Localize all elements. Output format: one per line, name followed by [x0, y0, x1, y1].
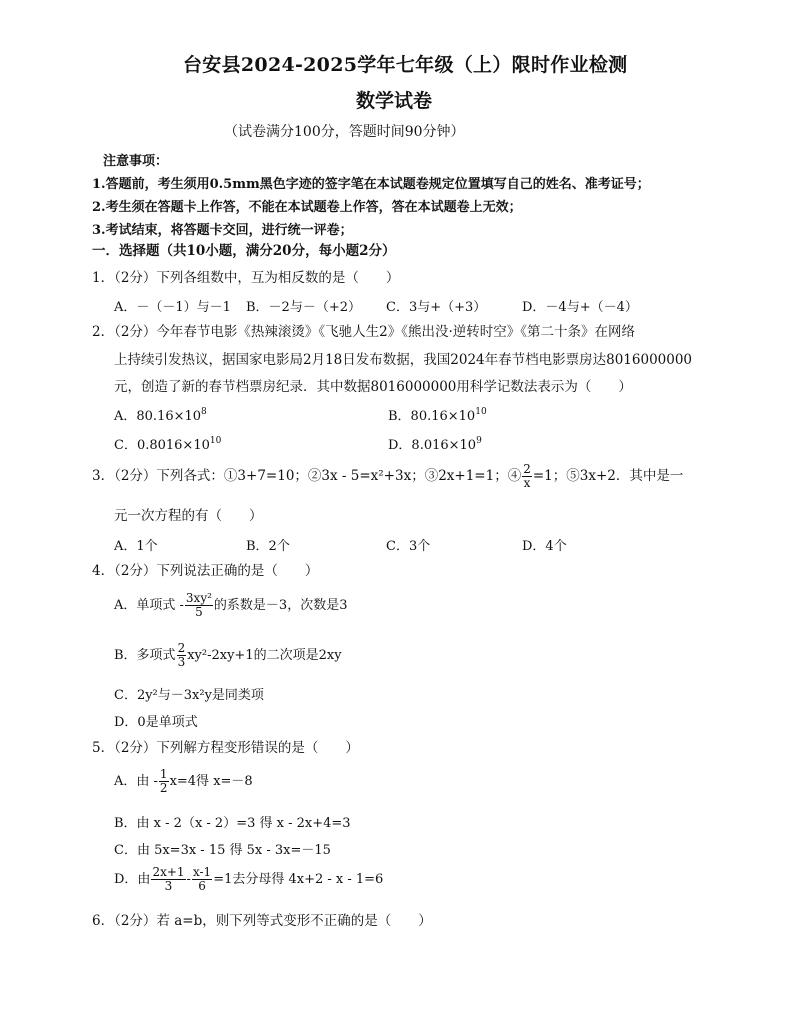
question-3-option-d: D．4个: [522, 539, 567, 554]
question-2-option-b: B．$80.16\times 10^{10}$: [388, 407, 487, 424]
question-4-option-d: D．0是单项式: [114, 715, 198, 730]
question-1-option-a: A．－（－1）与－1: [114, 300, 231, 315]
question-4-option-a: A．单项式 - $\frac{\text{3xy²}}{5}$ 的系数是－3，次数是3: [114, 591, 348, 619]
question-1-stem: 1．（2分）下列各组数中，互为相反数的是（ ）: [92, 270, 400, 286]
question-3-option-c: C．3个: [386, 539, 431, 554]
question-1-option-b: B．－2与－（+2）: [246, 300, 361, 315]
question-6-stem: 6．（2分）若 a=b，则下列等式变形不正确的是（ ）: [92, 913, 432, 929]
question-2-option-c: C．$0.8016\times 10^{10}$: [114, 436, 222, 453]
note-item-3: 3.考试结束，将答题卡交回，进行统一评卷；: [92, 223, 353, 238]
question-4-option-b: B．多项式 $\frac{2}{3}$ xy²-2xy+1的二次项是2xy: [114, 641, 342, 669]
exam-info: （试卷满分100分，答题时间90分钟）: [224, 124, 465, 140]
fraction-2-over-x: $\frac{2}{x}$: [523, 462, 531, 490]
question-5-option-a: A．由 - $\frac{1}{2}$ x=4得 x=－8: [114, 767, 253, 795]
question-3-option-a: A．1个: [114, 539, 158, 554]
section-heading: 一．选择题（共10小题，满分20分，每小题2分）: [92, 243, 396, 259]
question-2-option-d: D．$8.016\times 10^9$: [388, 436, 482, 453]
question-5-option-b: B．由 x - 2（x - 2）=3 得 x - 2x+4=3: [114, 816, 351, 831]
question-5-option-c: C．由 5x=3x - 15 得 5x - 3x=－15: [114, 843, 331, 858]
question-1-option-d: D．－4与+（－4）: [522, 300, 638, 315]
question-4-stem: 4．（2分）下列说法正确的是（ ）: [92, 563, 319, 579]
question-2-line-3: 元，创造了新的春节档票房纪录．其中数据8016000000用科学记数法表示为（ ）: [114, 379, 632, 395]
note-item-2: 2.考生须在答题卡上作答，不能在本试题卷上作答，答在本试题卷上无效；: [92, 200, 522, 215]
question-3-line-2: 元一次方程的有（ ）: [114, 508, 263, 524]
question-3-option-b: B．2个: [246, 539, 290, 554]
question-5-option-d: D．由 $\frac{2x+1}{3}$ - $\frac{x-1}{6}$ =1去分母得 4x+2 - x - 1=6: [114, 865, 384, 893]
question-3-stem: 3．（2分）下列各式：①3+7=10；②3x - 5=x²+3x；③2x+1=1；④ $\frac{2}{x}$ =1；⑤3x+2．其中是一: [92, 462, 684, 490]
question-2-option-a: A．$80.16\times 10^8$: [114, 407, 207, 424]
note-item-1: 1.答题前，考生须用0.5mm黑色字迹的签字笔在本试题卷规定位置填写自己的姓名、准考证号；: [92, 177, 650, 192]
question-5-stem: 5．（2分）下列解方程变形错误的是（ ）: [92, 740, 359, 756]
notes-heading: 注意事项：: [103, 154, 169, 169]
exam-title: 台安县2024-2025学年七年级（上）限时作业检测: [183, 54, 628, 76]
question-4-option-c: C．2y²与－3x²y是同类项: [114, 688, 264, 703]
question-1-option-c: C．3与+（+3）: [386, 300, 487, 315]
question-2-line-2: 上持续引发热议，据国家电影局2月18日发布数据，我国2024年春节档电影票房达8016000000: [114, 352, 693, 368]
exam-subtitle: 数学试卷: [356, 90, 433, 112]
question-2-line-1: 2．（2分）今年春节电影《热辣滚烫》《飞驰人生2》《熊出没·逆转时空》《第二十条》在网络: [92, 324, 636, 340]
